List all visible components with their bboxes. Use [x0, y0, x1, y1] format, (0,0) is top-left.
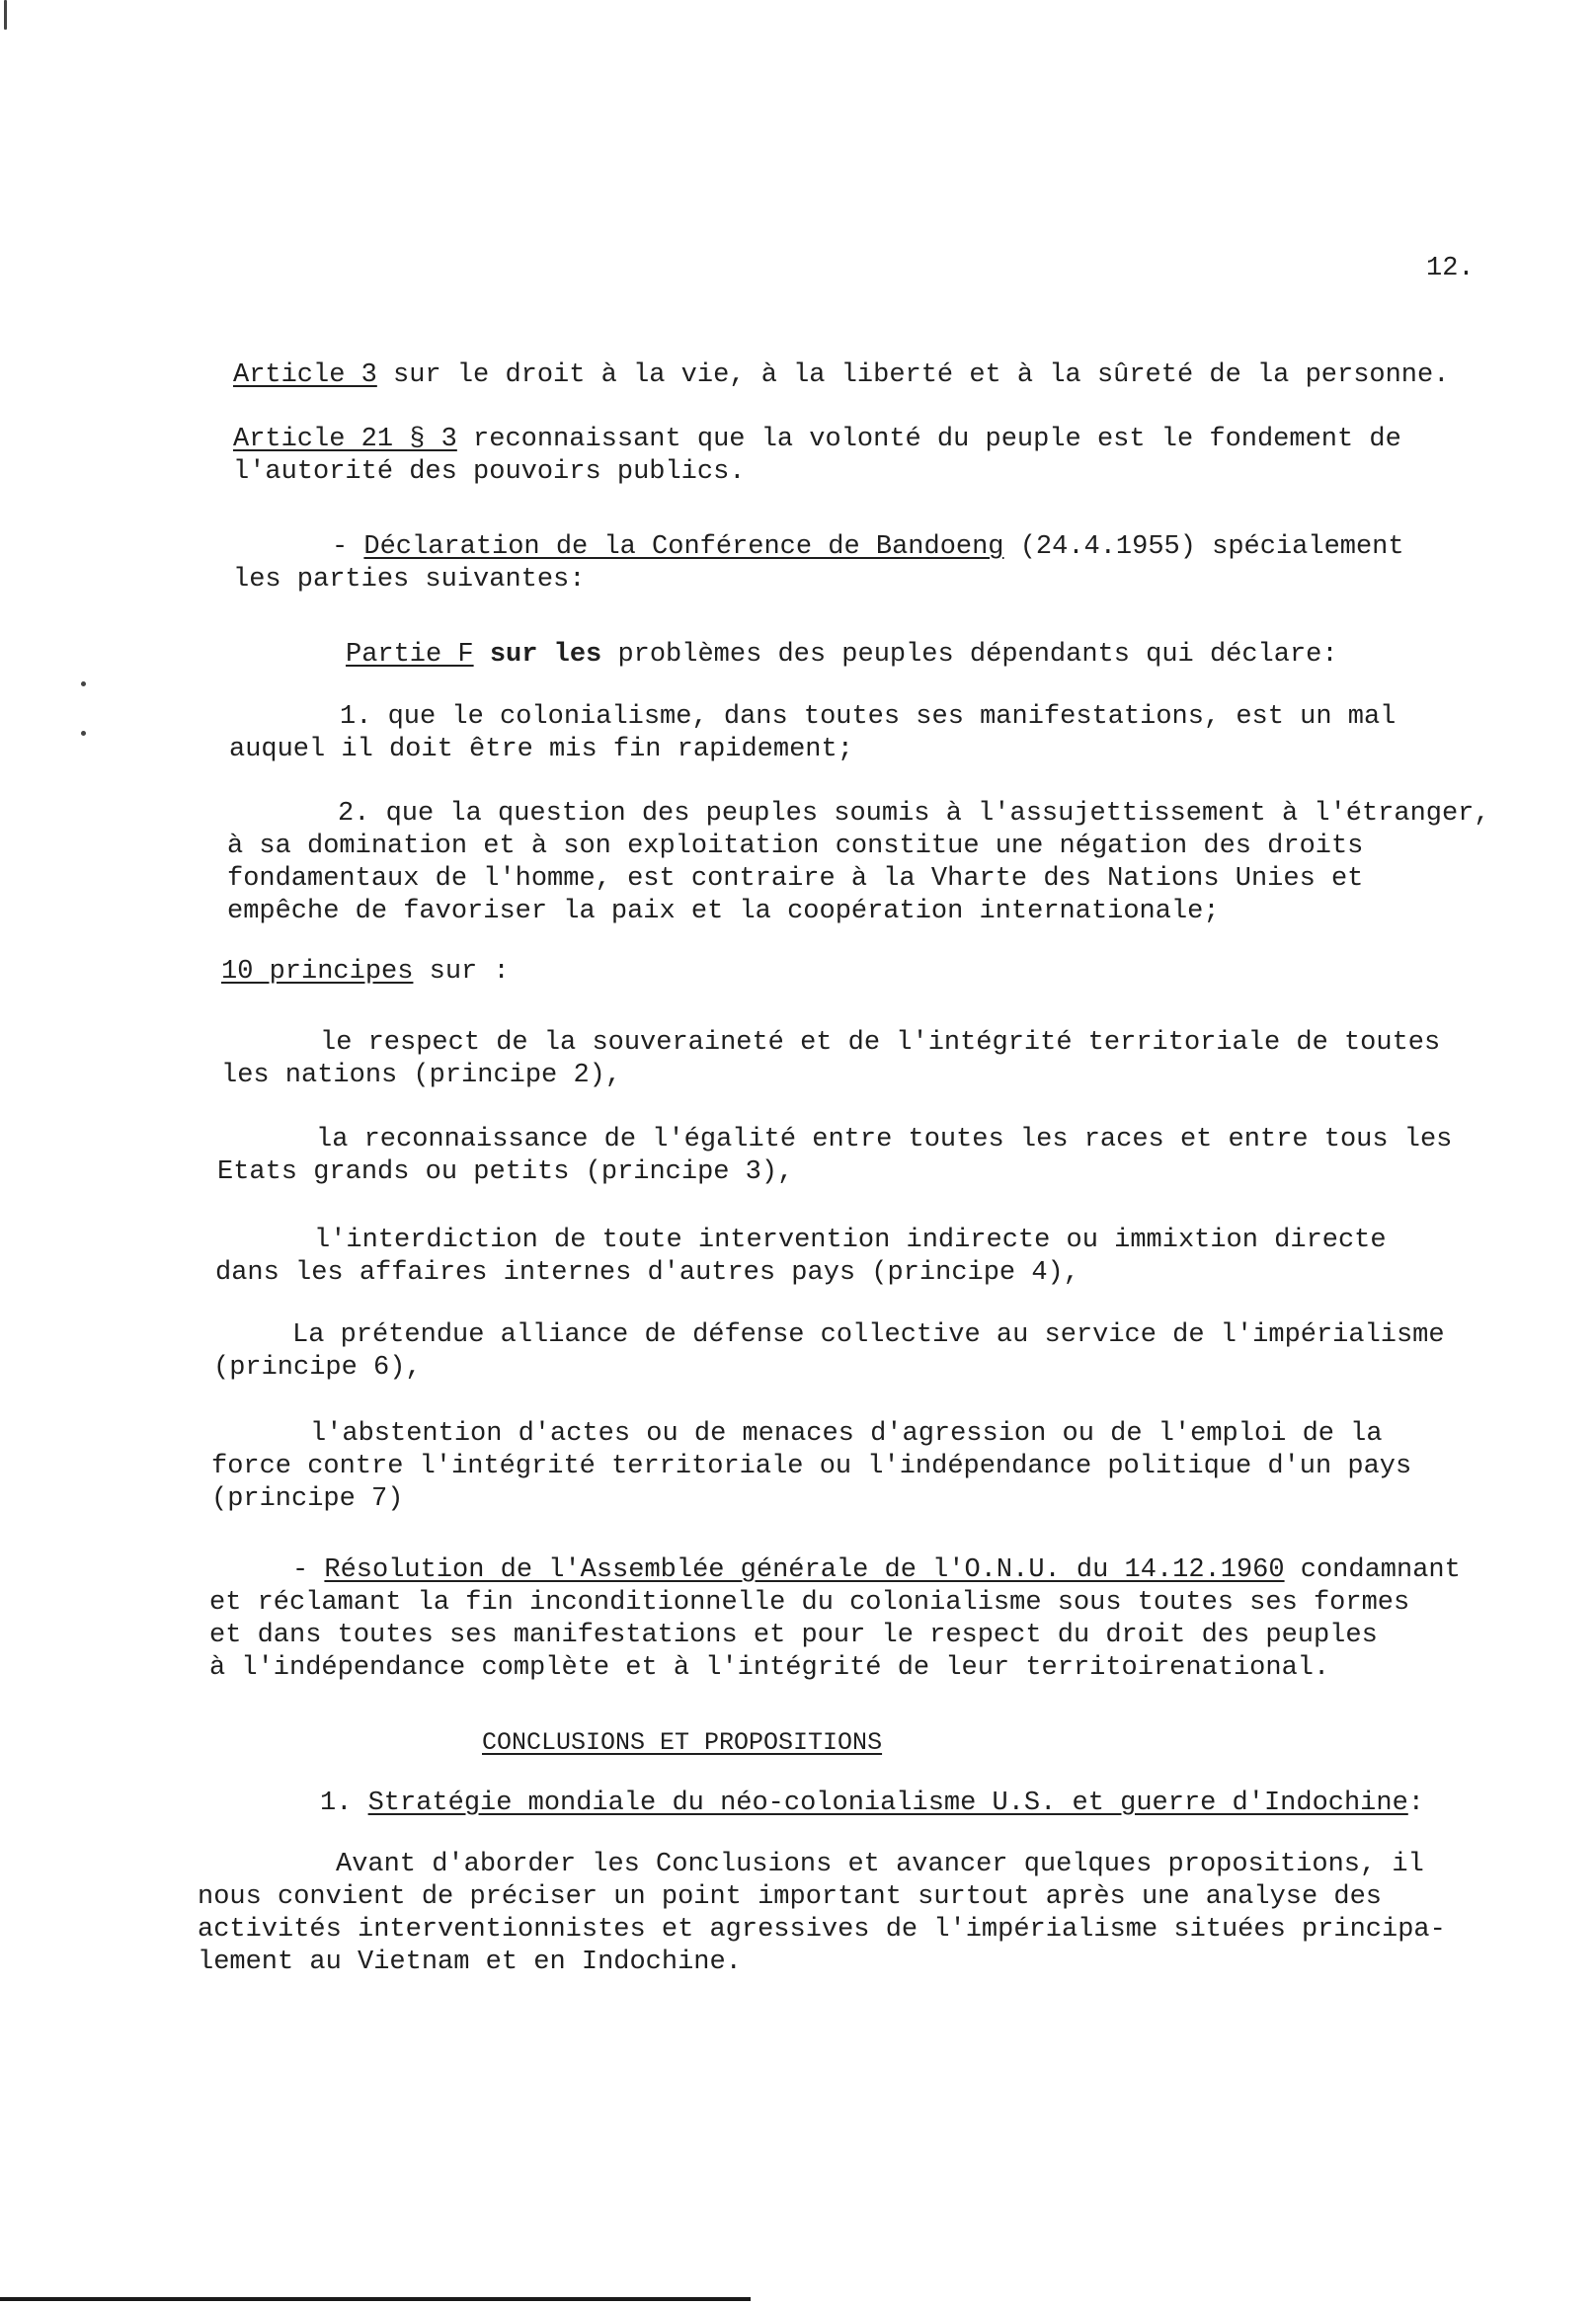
principles-heading	[221, 956, 510, 989]
article-3-line	[233, 359, 1449, 392]
final-text-4: lement au Vietnam et en Indochine.	[198, 1948, 742, 1977]
principle-2-text-1: le respect de la souveraineté et de l'intégrité territoriale de toutes	[320, 1028, 1441, 1058]
resolution-text-1: condamnant	[1284, 1555, 1461, 1585]
principle-6-text-1: La prétendue alliance de défense collective au service de l'impérialisme	[292, 1320, 1445, 1350]
section-1-title: Stratégie mondiale du néo-colonialisme U.S. et guerre d'Indochine	[367, 1789, 1408, 1818]
point-2-text-4: empêche de favoriser la paix et la coopération internationale;	[227, 897, 1220, 926]
article-21-ref: Article 21 § 3	[233, 425, 457, 454]
article-3-ref: Article 3	[233, 360, 377, 390]
resolution-paragraph	[209, 1554, 1461, 1685]
point-2-paragraph	[227, 798, 1490, 928]
point-2-text-3: fondamentaux de l'homme, est contraire à la Vharte des Nations Unies et	[227, 864, 1364, 894]
principles-text: sur :	[413, 957, 510, 987]
point-1-text-1: 1. que le colonialisme, dans toutes ses manifestations, est un mal	[340, 702, 1396, 732]
resolution-text-2: et réclamant la fin inconditionnelle du colonialisme sous toutes ses formes	[209, 1588, 1410, 1618]
principle-7-text-1: l'abstention d'actes ou de menaces d'agression ou de l'emploi de la	[310, 1419, 1383, 1449]
final-text-3: activités interventionnistes et agressives de l'impérialisme situées principa-	[198, 1915, 1446, 1945]
principle-7-paragraph	[211, 1418, 1411, 1516]
scan-mark-top-left	[4, 0, 7, 30]
principle-6-paragraph	[213, 1319, 1445, 1385]
section-1-number: 1.	[320, 1789, 368, 1818]
article-3-text: sur le droit à la vie, à la liberté et à la sûreté de la personne.	[376, 360, 1450, 390]
bandoeng-dash: -	[332, 532, 364, 562]
resolution-dash: -	[292, 1555, 325, 1585]
point-1-paragraph	[229, 701, 1396, 766]
article-21-paragraph	[233, 424, 1401, 489]
article-21-text-2: l'autorité des pouvoirs publics.	[233, 457, 746, 487]
partie-f-ref: Partie F	[346, 640, 474, 670]
article-21-text-1: reconnaissant que la volonté du peuple est le fondement de	[456, 425, 1401, 454]
partie-f-bold: sur les	[473, 640, 602, 670]
point-2-text-1: 2. que la question des peuples soumis à l'assujettissement à l'étranger,	[338, 799, 1490, 829]
point-2-text-2: à sa domination et à son exploitation constitue une négation des droits	[227, 832, 1364, 861]
partie-f-line	[346, 639, 1338, 672]
bandoeng-text-1: (24.4.1955) spécialement	[1003, 532, 1404, 562]
final-text-2: nous convient de préciser un point important surtout après une analyse des	[198, 1882, 1382, 1912]
section-1-heading	[320, 1788, 1424, 1820]
bottom-edge-rule	[0, 2297, 751, 2301]
principle-2-text-2: les nations (principe 2),	[221, 1061, 622, 1090]
principle-6-text-2: (principe 6),	[213, 1353, 422, 1383]
principle-4-paragraph	[215, 1225, 1387, 1290]
final-text-1: Avant d'aborder les Conclusions et avancer quelques propositions, il	[336, 1850, 1424, 1879]
principle-7-text-2: force contre l'intégrité territoriale ou l'indépendance politique d'un pays	[211, 1452, 1412, 1481]
conclusions-heading: CONCLUSIONS ET PROPOSITIONS	[482, 1728, 883, 1757]
scan-speck-1	[81, 681, 86, 686]
principles-ref: 10 principes	[221, 957, 414, 987]
resolution-ref: Résolution de l'Assemblée générale de l'O.N.U. du 14.12.1960	[324, 1555, 1285, 1585]
principle-7-text-3: (principe 7)	[211, 1484, 404, 1514]
page-number: 12.	[1426, 254, 1475, 283]
section-1-colon: :	[1407, 1789, 1424, 1818]
point-1-text-2: auquel il doit être mis fin rapidement;	[229, 735, 853, 764]
principle-3-text-2: Etats grands ou petits (principe 3),	[217, 1157, 794, 1187]
partie-f-text: problèmes des peuples dépendants qui déclare:	[601, 640, 1338, 670]
principle-4-text-1: l'interdiction de toute intervention indirecte ou immixtion directe	[314, 1226, 1387, 1255]
principle-4-text-2: dans les affaires internes d'autres pays (principe 4),	[215, 1258, 1079, 1288]
resolution-text-3: et dans toutes ses manifestations et pour le respect du droit des peuples	[209, 1621, 1378, 1650]
principle-3-paragraph	[217, 1124, 1452, 1189]
bandoeng-text-2: les parties suivantes:	[233, 565, 586, 595]
final-paragraph	[198, 1849, 1446, 1979]
bandoeng-paragraph	[233, 531, 1404, 597]
bandoeng-ref: Déclaration de la Conférence de Bandoeng	[363, 532, 1004, 562]
principle-3-text-1: la reconnaissance de l'égalité entre toutes les races et entre tous les	[316, 1125, 1453, 1154]
resolution-text-4: à l'indépendance complète et à l'intégrité de leur territoirenational.	[209, 1653, 1330, 1683]
scan-speck-2	[81, 731, 86, 736]
principle-2-paragraph	[221, 1027, 1440, 1092]
